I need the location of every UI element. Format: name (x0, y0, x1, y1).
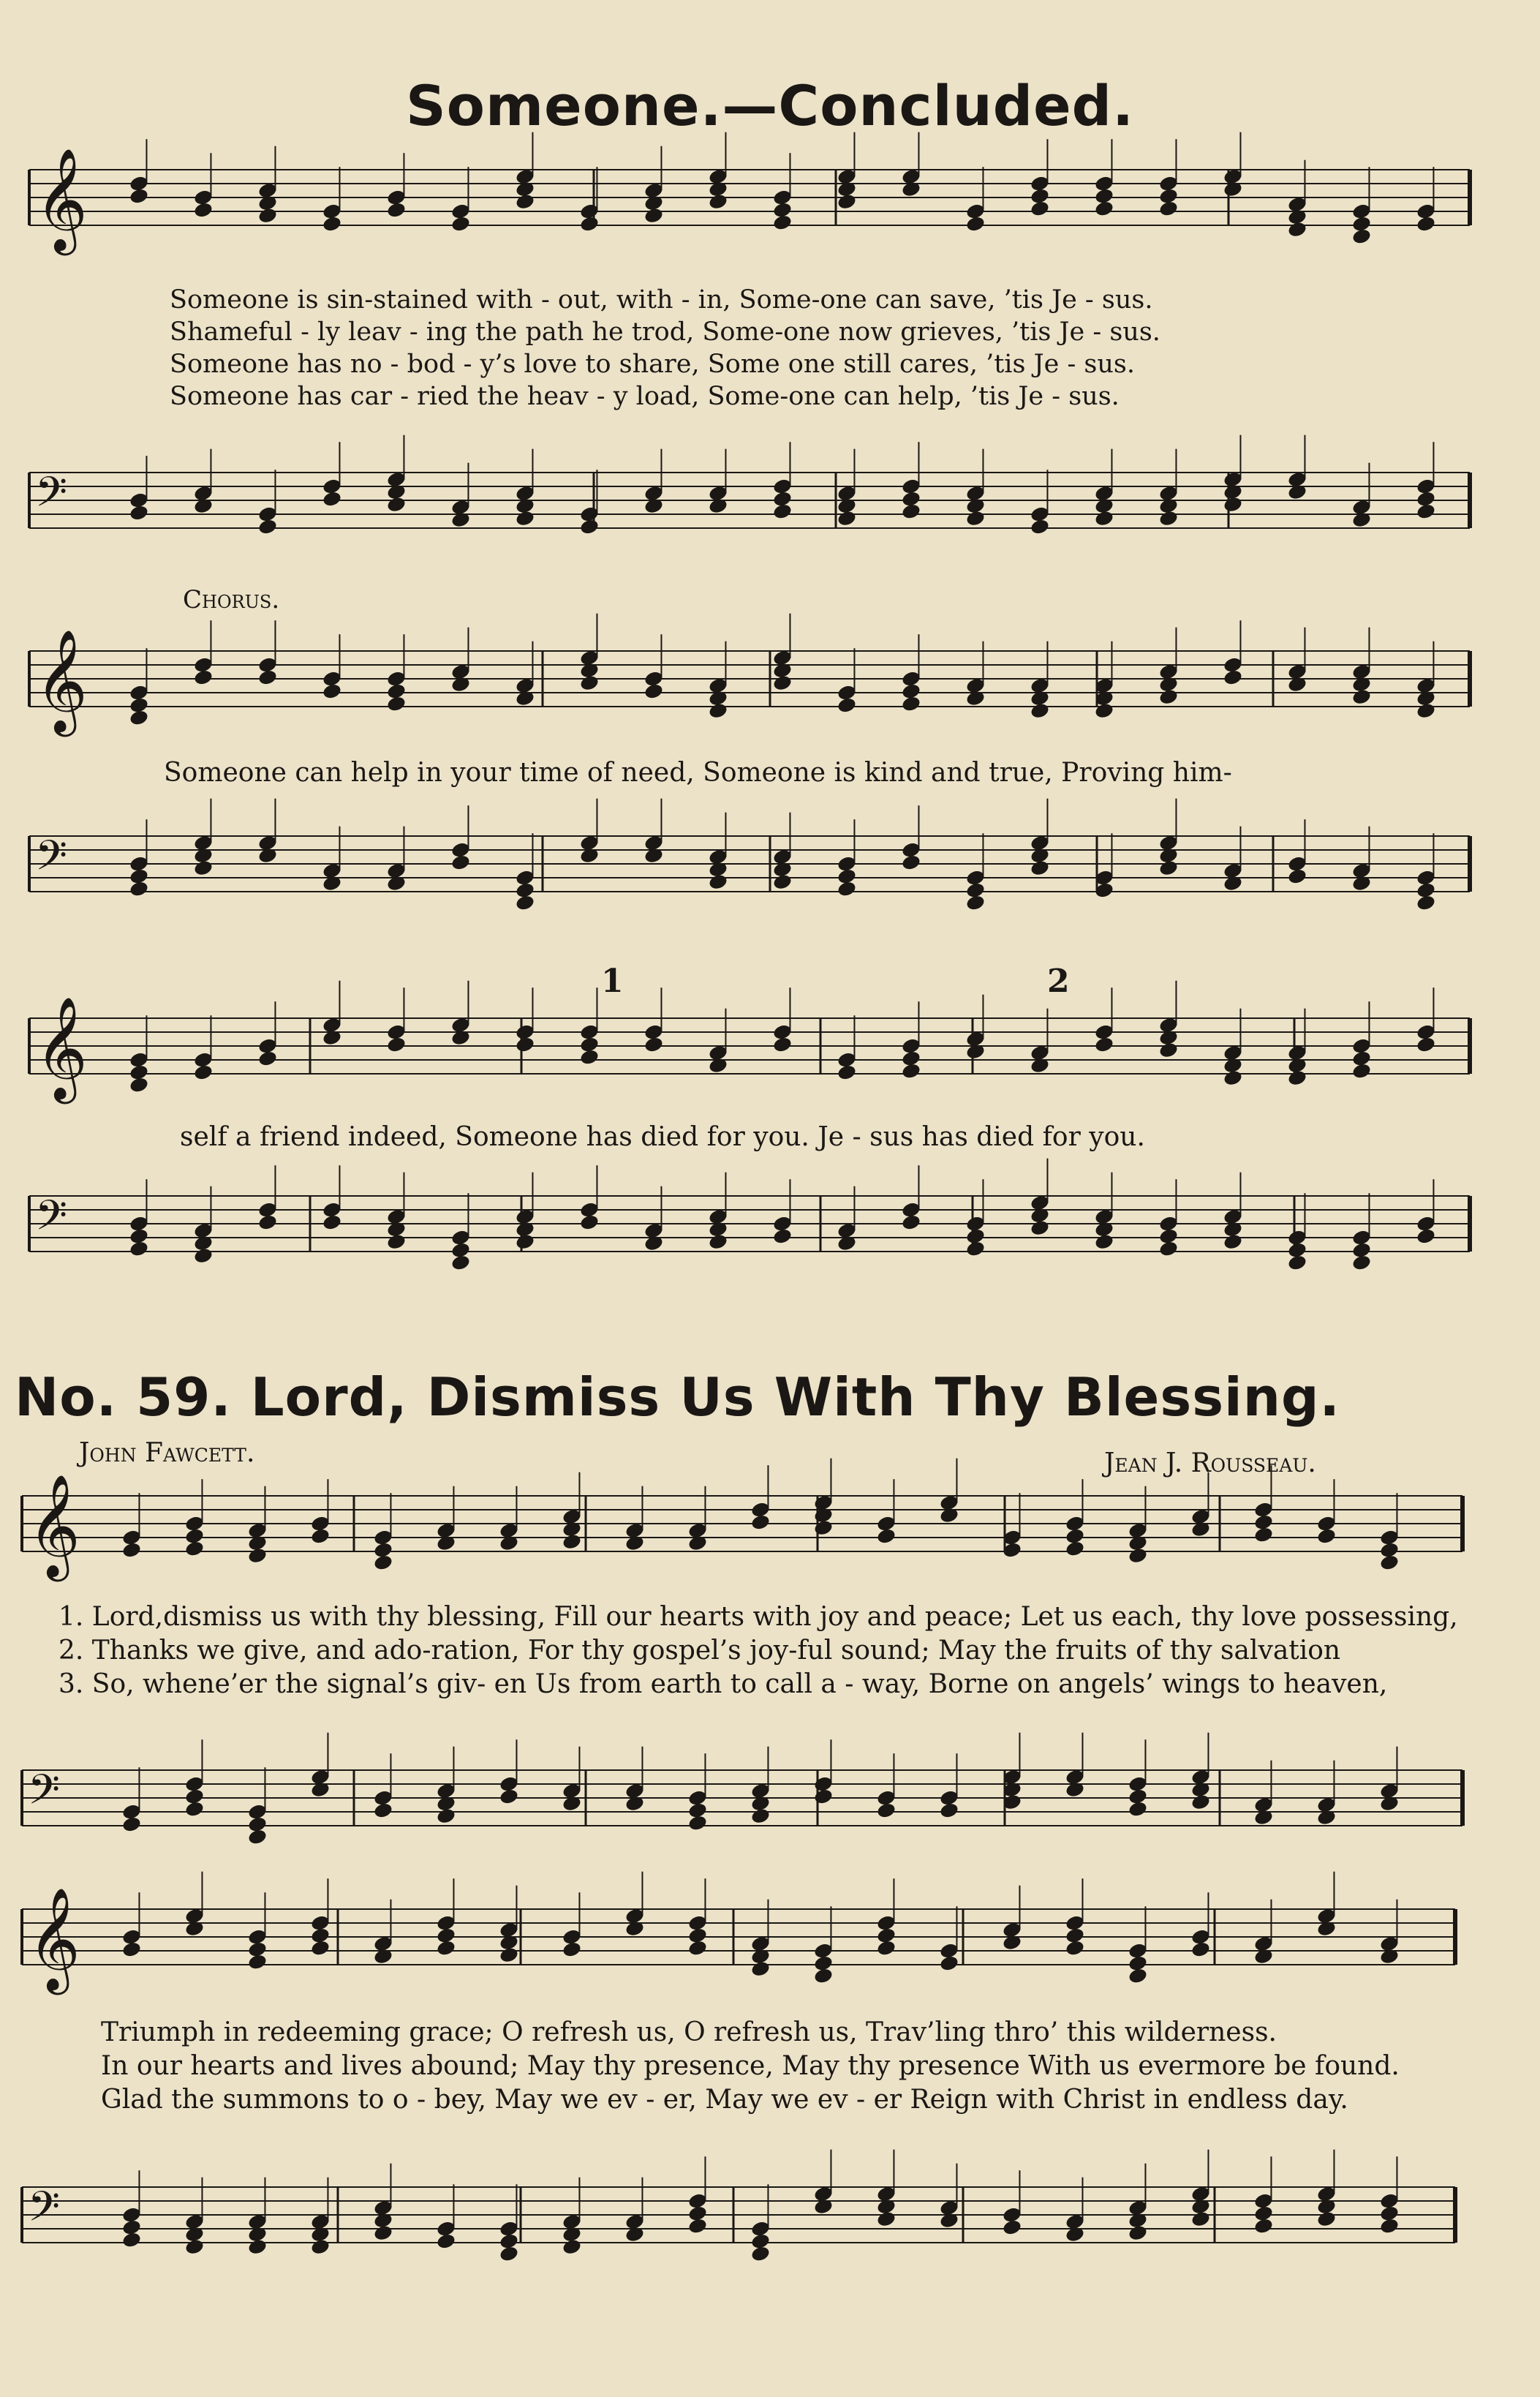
note-head (813, 1788, 834, 1805)
note-head (579, 518, 600, 535)
note-head (322, 682, 342, 700)
note-head (579, 215, 600, 233)
note-head (1190, 1794, 1211, 1811)
note-head (121, 1941, 142, 1958)
note-head (1002, 2219, 1022, 2236)
chorus-label: Chorus. (183, 585, 280, 614)
note-head (1128, 1547, 1148, 1565)
note-head (1158, 688, 1179, 706)
note-head (750, 2245, 771, 2262)
note-head (1094, 1233, 1114, 1251)
hymn-verse-b-1: Triumph in redeeming grace; O refresh us, O refresh us, Trav’ling thro’ this wilderness. (101, 2017, 1277, 2047)
note-head (386, 695, 407, 712)
clef-symbol: 𝄞 (28, 1473, 80, 1577)
note-head (708, 702, 728, 720)
clef-symbol: 𝄞 (35, 996, 88, 1099)
note-head (750, 1960, 771, 1978)
note-head (257, 518, 278, 535)
note-head (1158, 1240, 1179, 1257)
note-head (579, 674, 600, 692)
note-head (193, 669, 214, 686)
note-head (373, 1802, 393, 1819)
note-head (386, 1233, 407, 1251)
note-head (1416, 894, 1436, 911)
note-head (184, 2238, 205, 2256)
note-head (1190, 2210, 1211, 2228)
note-head (1094, 1036, 1114, 1053)
note-head (1287, 868, 1307, 885)
note-head (499, 1788, 519, 1805)
note-head (373, 2224, 393, 2242)
note-head (129, 709, 149, 726)
note-head (1223, 669, 1243, 686)
note-head (750, 1513, 771, 1531)
note-head (901, 695, 921, 712)
first-ending-number: 1 (601, 963, 624, 1000)
clef-symbol: 𝄢 (35, 469, 67, 527)
note-head (436, 1807, 456, 1825)
note-head (1287, 1069, 1307, 1087)
note-head (772, 503, 793, 520)
note-head (772, 674, 793, 692)
note-head (515, 894, 535, 911)
note-head (1253, 2217, 1274, 2235)
note-head (708, 1233, 728, 1251)
note-head (643, 1036, 664, 1053)
note-head (193, 859, 214, 877)
note-head (837, 880, 857, 898)
note-head (1379, 1554, 1400, 1571)
note-head (193, 1247, 214, 1265)
note-head (499, 2245, 519, 2262)
note-head (643, 207, 664, 225)
note-head (579, 1048, 600, 1066)
note-head (939, 1954, 959, 1972)
hymn-verse-a-3: 3. So, whene’er the signal’s giv- en Us from earth to call a - way, Borne on angels’ wings to heaven, (58, 1669, 1388, 1699)
note-head (1190, 1941, 1211, 1958)
note-head (1030, 518, 1050, 535)
note-head (1287, 221, 1307, 238)
note-head (562, 1533, 582, 1551)
note-head (436, 1939, 456, 1957)
note-head (129, 504, 149, 522)
clef-symbol: 𝄢 (35, 832, 67, 890)
note-head (1065, 1540, 1085, 1557)
note-head (1316, 2210, 1337, 2228)
note-head (1223, 1069, 1243, 1087)
note-head (515, 510, 535, 527)
verse-line-3: Someone has no - bod - y’s love to share, Some one still cares, ’tis Je - sus. (170, 350, 1136, 379)
note-head (1065, 1939, 1085, 1957)
note-head (1351, 1062, 1372, 1080)
hymn-verse-b-3: Glad the summons to o - bey, May we ev - er, May we ev - er Reign with Christ in endless day. (101, 2085, 1348, 2115)
note-head (1094, 200, 1114, 217)
note-head (322, 490, 342, 508)
note-head (708, 193, 728, 211)
note-head (1030, 200, 1050, 217)
note-head (193, 201, 214, 219)
note-head (322, 1213, 342, 1231)
note-head (1351, 1254, 1372, 1271)
verse-line-4: Someone has car - ried the heav - y load, Some-one can help, ’tis Je - sus. (170, 382, 1120, 411)
note-head (965, 894, 986, 911)
note-head (562, 1941, 582, 1958)
note-head (837, 510, 857, 527)
note-head (837, 193, 857, 211)
note-head (901, 854, 921, 871)
hymn-verse-b-2: In our hearts and lives abound; May thy presence, May thy presence With us evermore be found. (101, 2051, 1400, 2081)
note-head (129, 187, 149, 205)
note-head (1030, 859, 1050, 877)
note-head (450, 1254, 471, 1271)
second-ending-number: 2 (1047, 963, 1070, 1000)
note-head (247, 1953, 268, 1971)
note-head (247, 1547, 268, 1565)
note-head (579, 1213, 600, 1231)
note-head (772, 873, 793, 891)
note-head (184, 1540, 205, 1557)
note-head (1351, 688, 1372, 706)
note-head (386, 496, 407, 513)
note-head (129, 1076, 149, 1094)
note-head (939, 1802, 959, 1819)
note-head (257, 1050, 278, 1067)
note-head (772, 1036, 793, 1053)
note-head (386, 1036, 407, 1053)
note-head (310, 1527, 331, 1545)
note-head (257, 669, 278, 686)
note-head (499, 1946, 519, 1964)
verse-line-1: Someone is sin-stained with - out, with - in, Some-one can save, ’tis Je - sus. (170, 285, 1153, 315)
note-head (750, 1807, 771, 1825)
note-head (1416, 702, 1436, 720)
note-head (876, 1527, 897, 1545)
clef-symbol: 𝄢 (35, 1192, 67, 1250)
note-head (1416, 215, 1436, 233)
hymn-verse-a-2: 2. Thanks we give, and ado-ration, For thy gospel’s joy-ful sound; May the fruits of thy salvation (58, 1636, 1341, 1666)
note-head (184, 1800, 205, 1818)
note-head (436, 2232, 456, 2250)
note-head (450, 215, 471, 233)
note-head (1094, 510, 1114, 527)
note-head (1128, 1800, 1148, 1818)
note-head (129, 880, 149, 898)
note-head (1416, 1227, 1436, 1245)
clef-symbol: 𝄢 (28, 2183, 60, 2241)
note-head (1316, 1527, 1337, 1545)
note-head (876, 1802, 897, 1819)
note-head (247, 1828, 268, 1845)
note-head (1128, 1967, 1148, 1984)
note-head (687, 2217, 708, 2235)
clef-symbol: 𝄞 (35, 147, 88, 251)
note-head (386, 201, 407, 219)
note-head (1416, 503, 1436, 520)
note-head (1158, 200, 1179, 217)
song-title: Someone.—Concluded. (406, 73, 1134, 138)
note-head (121, 1815, 142, 1833)
note-head (965, 510, 986, 527)
note-head (322, 215, 342, 233)
note-head (1379, 2217, 1400, 2235)
note-head (373, 1554, 393, 1571)
note-head (901, 1213, 921, 1231)
composer-credit: Jean J. Rousseau. (1104, 1448, 1316, 1478)
note-head (1416, 1036, 1436, 1053)
note-head (247, 2238, 268, 2256)
verse-line-2: Shameful - ly leav - ing the path he trod, Some-one now grieves, ’tis Je - sus. (170, 317, 1160, 347)
note-head (257, 207, 278, 225)
clef-symbol: 𝄞 (28, 1886, 80, 1990)
note-head (310, 1939, 331, 1957)
note-head (1158, 510, 1179, 527)
note-head (687, 1939, 708, 1957)
note-head (1351, 227, 1372, 245)
note-head (121, 2231, 142, 2249)
note-head (965, 215, 986, 233)
note-head (1030, 1219, 1050, 1237)
note-head (837, 696, 857, 714)
note-head (257, 1213, 278, 1231)
note-head (1158, 859, 1179, 877)
author-credit: John Fawcett. (79, 1438, 255, 1468)
note-head (643, 682, 664, 700)
note-head (310, 2238, 331, 2256)
note-head (813, 1519, 834, 1537)
note-head (515, 1036, 535, 1053)
note-head (772, 214, 793, 231)
note-head (562, 2238, 582, 2256)
note-head (876, 2210, 897, 2228)
note-head (129, 1240, 149, 1257)
note-head (813, 1967, 834, 1984)
note-head (772, 1227, 793, 1245)
hymn-verse-a-1: 1. Lord,dismiss us with thy blessing, Fill our hearts with joy and peace; Let us each, thy love possessing, (58, 1602, 1458, 1632)
note-head (687, 1814, 708, 1832)
note-head (901, 1062, 921, 1080)
note-head (515, 193, 535, 211)
clef-symbol: 𝄞 (35, 628, 88, 732)
note-head (121, 1541, 142, 1559)
note-head (965, 1240, 986, 1257)
note-head (1253, 1526, 1274, 1543)
note-head (1223, 496, 1243, 513)
note-head (515, 1233, 535, 1251)
chorus-lyric-2: self a friend indeed, Someone has died for you. Je - sus has died for you. (180, 1122, 1145, 1152)
note-head (876, 1939, 897, 1957)
note-head (1287, 1254, 1307, 1271)
hymn-title: No. 59. Lord, Dismiss Us With Thy Blessing. (15, 1366, 1340, 1428)
note-head (708, 873, 728, 891)
note-head (1030, 702, 1050, 720)
note-head (193, 1064, 214, 1081)
note-head (1158, 1042, 1179, 1059)
chorus-lyric-1: Someone can help in your time of need, Someone is kind and true, Proving him- (164, 758, 1232, 788)
note-head (837, 1064, 857, 1081)
note-head (1223, 1233, 1243, 1251)
clef-symbol: 𝄢 (28, 1766, 60, 1824)
note-head (901, 503, 921, 520)
note-head (450, 854, 471, 871)
note-head (1128, 2224, 1148, 2242)
